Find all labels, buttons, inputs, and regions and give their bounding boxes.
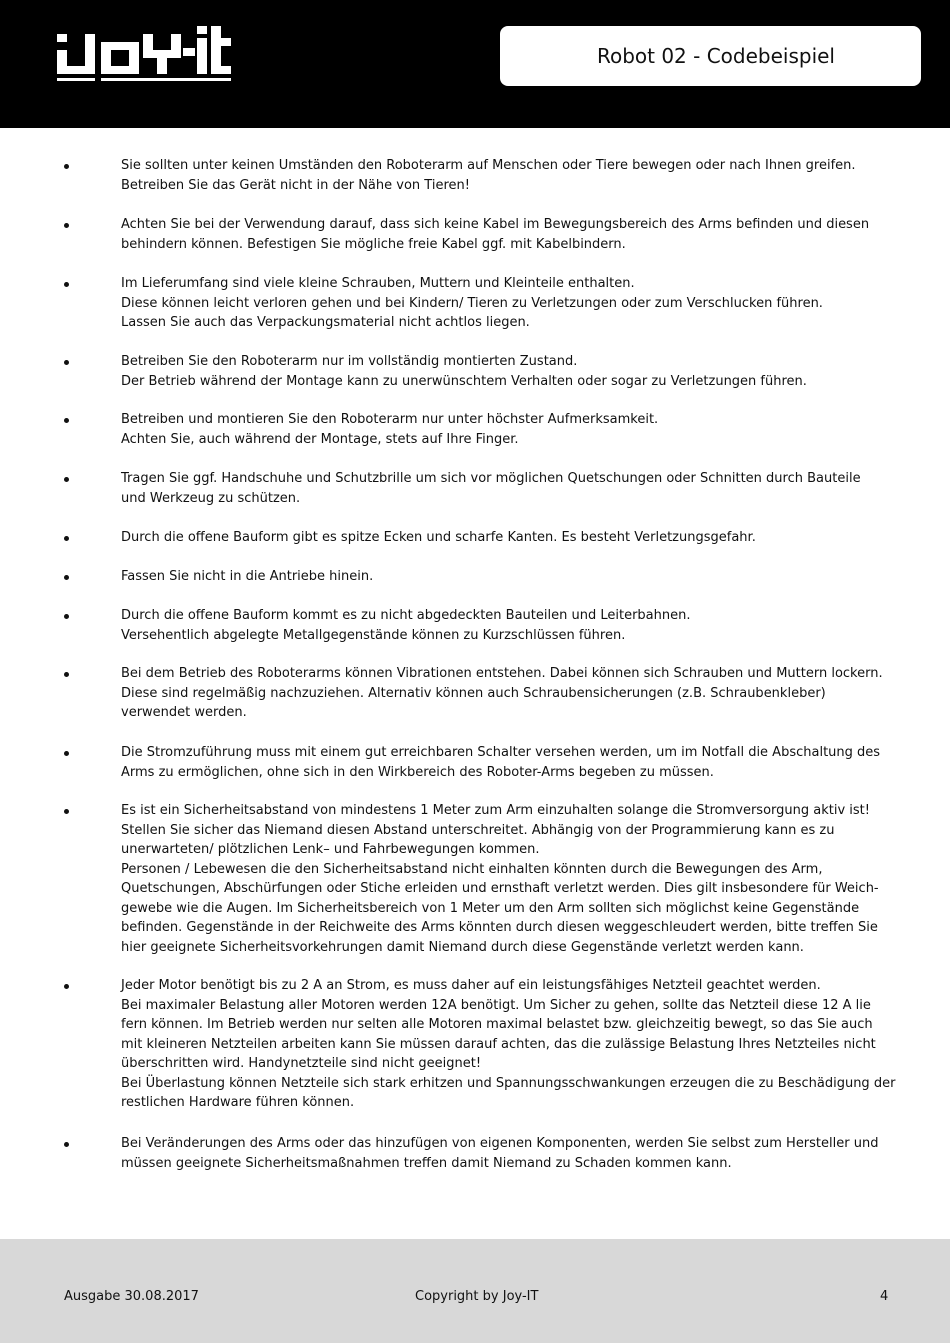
page-header: [0, 0, 950, 128]
text-line: Diese sind regelmäßig nachzuziehen. Alternativ können auch Schraubensicherungen (z.B. Schraubenkleber): [121, 685, 826, 701]
list-item-text: [121, 567, 901, 587]
document-title-box: [500, 26, 921, 86]
text-line: Diese können leicht verloren gehen und bei Kindern/ Tieren zu Verletzungen oder zum Verschlucken führen.: [121, 295, 823, 311]
list-item-text: [121, 528, 901, 548]
copyright-notice: Copyright by Joy-IT: [415, 1289, 539, 1304]
text-line: Lassen Sie auch das Verpackungsmaterial nicht achtlos liegen.: [121, 315, 530, 330]
text-line: und Werkzeug zu schützen.: [121, 490, 301, 506]
text-line: Quetschungen, Abschürfungen oder Stiche erleiden und ernsthaft verletzt werden. Dies gilt insbesondere für Weich-: [121, 881, 879, 896]
text-line: Bei Veränderungen des Arms oder das hinzufügen von eigenen Komponenten, werden Sie selbst zum Hersteller und: [121, 1136, 879, 1151]
text-line: Jeder Motor benötigt bis zu 2 A an Strom, es muss daher auf ein leistungsfähiges Netzteil geachtet werden.: [121, 978, 821, 993]
text-line: restlichen Hardware führen können.: [121, 1095, 355, 1110]
joy-it-logo: [55, 22, 233, 84]
text-line: Tragen Sie ggf. Handschuhe und Schutzbrille um sich vor möglichen Quetschungen oder Schnitten durch Bauteile: [121, 471, 861, 486]
text-line: Fassen Sie nicht in die Antriebe hinein.: [121, 569, 374, 584]
text-line: behindern können. Befestigen Sie mögliche freie Kabel ggf. mit Kabelbindern.: [121, 236, 626, 252]
text-line: verwendet werden.: [121, 705, 247, 720]
text-line: Der Betrieb während der Montage kann zu unerwünschtem Verhalten oder sogar zu Verletzungen führen.: [121, 373, 807, 389]
list-item-text: [121, 352, 901, 391]
text-line: gewebe wie die Augen. Im Sicherheitsbereich von 1 Meter um den Arm sollten sich möglichst keine Gegenstände: [121, 900, 860, 916]
text-line: Es ist ein Sicherheitsabstand von mindestens 1 Meter zum Arm einzuhalten solange die Stromversorgung aktiv ist!: [121, 803, 870, 818]
text-line: Achten Sie, auch während der Montage, stets auf Ihre Finger.: [121, 431, 519, 447]
text-line: Die Stromzuführung muss mit einem gut erreichbaren Schalter versehen werden, um im Notfall die Abschaltung des: [121, 745, 881, 760]
text-line: Betreiben Sie den Roboterarm nur im vollständig montierten Zustand.: [121, 354, 578, 369]
list-item-text: [121, 469, 901, 508]
list-item-text: [121, 274, 901, 333]
list-item-text: [121, 976, 901, 1113]
text-line: Versehentlich abgelegte Metallgegenstände können zu Kurzschlüssen führen.: [121, 627, 626, 643]
list-item-text: [121, 664, 901, 723]
text-line: Betreiben Sie das Gerät nicht in der Nähe von Tieren!: [121, 177, 470, 193]
list-item-text: [121, 156, 901, 195]
text-line: Bei dem Betrieb des Roboterarms können Vibrationen entstehen. Dabei können sich Schrauben und Muttern lockern.: [121, 666, 883, 681]
text-line: Achten Sie bei der Verwendung darauf, dass sich keine Kabel im Bewegungsbereich des Arms befinden und diesen: [121, 217, 870, 232]
text-line: Betreiben und montieren Sie den Roboterarm nur unter höchster Aufmerksamkeit.: [121, 412, 659, 427]
text-line: Stellen Sie sicher das Niemand diesen Abstand unterschreitet. Abhängig von der Programmierung kann es zu: [121, 822, 835, 838]
page-footer: [0, 1239, 950, 1343]
text-line: Durch die offene Bauform gibt es spitze Ecken und scharfe Kanten. Es besteht Verletzungsgefahr.: [121, 530, 756, 545]
list-item-text: [121, 215, 901, 254]
list-item-text: [121, 606, 901, 645]
text-line: fern können. Im Betrieb werden nur selten alle Motoren maximal belastet bzw. gleichzeitig bewegt, so das Sie auch: [121, 1017, 873, 1032]
list-item-text: [121, 410, 901, 449]
text-line: Arms zu ermöglichen, ohne sich in den Wirkbereich des Roboter-Arms begeben zu müssen.: [121, 764, 714, 780]
text-line: hier geeignete Sicherheitsvorkehrungen damit Niemand durch diese Gegenstände verletzt werden kann.: [121, 939, 804, 955]
text-line: befinden. Gegenstände in der Reichweite des Arms könnten durch diesen weggeschleudert werden, bitte treffen Sie: [121, 920, 878, 935]
text-line: unerwarteten/ plötzlichen Lenk– und Fahrbewegungen kommen.: [121, 842, 540, 857]
text-line: Bei Überlastung können Netzteile sich stark erhitzen und Spannungsschwankungen erzeugen die zu Beschädigung der: [121, 1075, 896, 1091]
text-line: Durch die offene Bauform kommt es zu nicht abgedeckten Bauteilen und Leiterbahnen.: [121, 608, 691, 623]
text-line: müssen geeignete Sicherheitsmaßnahmen treffen damit Niemand zu Schaden kommen kann.: [121, 1155, 732, 1171]
text-line: Bei maximaler Belastung aller Motoren werden 12A benötigt. Um Sicher zu gehen, sollte das Netzteil diese 12 A lie: [121, 997, 871, 1013]
text-line: überschritten wird. Handynetzteile sind nicht geeignet!: [121, 1056, 482, 1071]
document-title: Robot 02 - Codebeispiel: [596, 44, 835, 68]
edition-date: Ausgabe 30.08.2017: [64, 1289, 199, 1304]
text-line: Sie sollten unter keinen Umständen den Roboterarm auf Menschen oder Tiere bewegen oder nach Ihnen greifen.: [121, 158, 856, 173]
page-number: 4: [880, 1289, 889, 1304]
list-item-text: [121, 801, 901, 957]
text-line: Im Lieferumfang sind viele kleine Schrauben, Muttern und Kleinteile enthalten.: [121, 276, 635, 291]
text-line: mit kleineren Netzteilen arbeiten kann Sie müssen darauf achten, das die zulässige Belastung Ihres Netzteiles nicht: [121, 1036, 876, 1052]
list-item-text: [121, 743, 901, 782]
list-item-text: [121, 1134, 901, 1173]
text-line: Personen / Lebewesen die den Sicherheitsabstand nicht einhalten könnten durch die Bewegungen des Arm,: [121, 861, 823, 877]
